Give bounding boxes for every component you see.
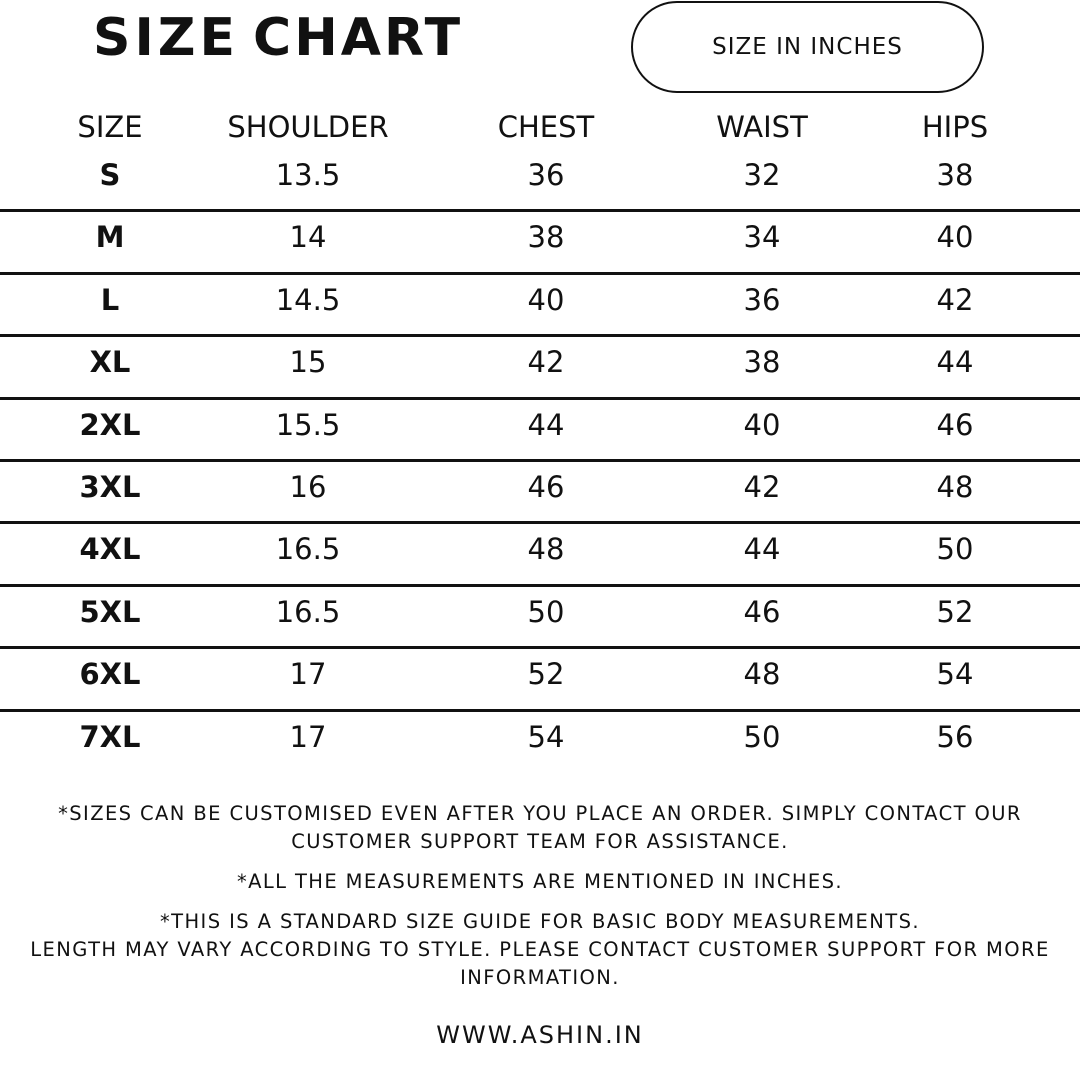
cell-hips: 40 xyxy=(936,220,974,255)
cell-size: L xyxy=(100,282,120,317)
page-title xyxy=(93,8,463,68)
size-table xyxy=(0,100,1080,774)
cell-chest: 44 xyxy=(527,407,565,442)
cell-waist: 32 xyxy=(743,158,781,192)
table-row xyxy=(0,337,1080,399)
table-row xyxy=(0,712,1080,774)
cell-shoulder: 16.5 xyxy=(275,532,341,567)
cell-shoulder: 17 xyxy=(289,657,327,692)
units-badge: SIZE IN INCHES xyxy=(631,1,984,93)
table-row xyxy=(0,587,1080,649)
cell-waist: 38 xyxy=(743,345,781,380)
header-size: SIZE xyxy=(77,110,143,144)
cell-waist: 44 xyxy=(743,532,781,567)
table-row xyxy=(0,275,1080,337)
cell-shoulder: 14 xyxy=(289,220,327,255)
table-row xyxy=(0,400,1080,462)
cell-waist: 36 xyxy=(743,282,781,317)
cell-chest: 42 xyxy=(527,345,565,380)
cell-waist: 34 xyxy=(743,220,781,255)
table-row xyxy=(0,150,1080,212)
cell-shoulder: 14.5 xyxy=(275,282,341,317)
cell-shoulder: 15.5 xyxy=(275,407,341,442)
cell-size: S xyxy=(99,158,121,192)
cell-waist: 46 xyxy=(743,594,781,629)
title-word-size: SIZE xyxy=(93,8,240,68)
cell-waist: 50 xyxy=(743,719,781,754)
cell-hips: 46 xyxy=(936,407,974,442)
cell-hips: 52 xyxy=(936,594,974,629)
website-url: WWW.ASHIN.IN xyxy=(436,1021,644,1049)
table-row xyxy=(0,649,1080,711)
note-standard-guide: *THIS IS A STANDARD SIZE GUIDE FOR BASIC BODY MEASUREMENTS. xyxy=(160,910,920,933)
cell-size: 4XL xyxy=(79,532,141,567)
cell-shoulder: 16 xyxy=(289,469,327,504)
cell-hips: 44 xyxy=(936,345,974,380)
title-word-chart: CHART xyxy=(253,8,464,68)
note-units: *ALL THE MEASUREMENTS ARE MENTIONED IN INCHES. xyxy=(236,870,844,893)
cell-shoulder: 13.5 xyxy=(275,158,341,192)
cell-chest: 50 xyxy=(527,594,565,629)
cell-chest: 38 xyxy=(527,220,565,255)
cell-hips: 54 xyxy=(936,657,974,692)
cell-size: 7XL xyxy=(79,719,141,754)
cell-chest: 40 xyxy=(527,282,565,317)
note-length-varies: LENGTH MAY VARY ACCORDING TO STYLE. PLEASE CONTACT CUSTOMER SUPPORT FOR MORE INFORMATION. xyxy=(30,938,1050,989)
table-row xyxy=(0,524,1080,586)
header-chest: CHEST xyxy=(497,110,595,144)
cell-shoulder: 16.5 xyxy=(275,594,341,629)
cell-size: 6XL xyxy=(79,657,141,692)
cell-waist: 42 xyxy=(743,469,781,504)
cell-hips: 56 xyxy=(936,719,974,754)
cell-size: 3XL xyxy=(79,469,141,504)
cell-size: XL xyxy=(89,345,131,380)
header-hips: HIPS xyxy=(921,110,989,144)
cell-chest: 54 xyxy=(527,719,565,754)
note-customisation: *SIZES CAN BE CUSTOMISED EVEN AFTER YOU PLACE AN ORDER. SIMPLY CONTACT OUR CUSTOMER SUPPORT TEAM FOR ASSISTANCE. xyxy=(58,802,1022,853)
header-shoulder: SHOULDER xyxy=(227,110,389,144)
cell-size: 5XL xyxy=(79,594,141,629)
cell-chest: 48 xyxy=(527,532,565,567)
cell-hips: 38 xyxy=(936,158,974,192)
notes xyxy=(0,800,1080,1004)
table-row xyxy=(0,212,1080,274)
header-waist: WAIST xyxy=(716,110,808,144)
cell-waist: 48 xyxy=(743,657,781,692)
cell-waist: 40 xyxy=(743,407,781,442)
cell-hips: 50 xyxy=(936,532,974,567)
cell-hips: 42 xyxy=(936,282,974,317)
cell-shoulder: 15 xyxy=(289,345,327,380)
cell-hips: 48 xyxy=(936,469,974,504)
cell-size: 2XL xyxy=(79,407,141,442)
cell-shoulder: 17 xyxy=(289,719,327,754)
table-row xyxy=(0,462,1080,524)
cell-chest: 52 xyxy=(527,657,565,692)
cell-size: M xyxy=(95,220,125,255)
cell-chest: 36 xyxy=(527,158,565,192)
table-header-row xyxy=(0,100,1080,150)
cell-chest: 46 xyxy=(527,469,565,504)
